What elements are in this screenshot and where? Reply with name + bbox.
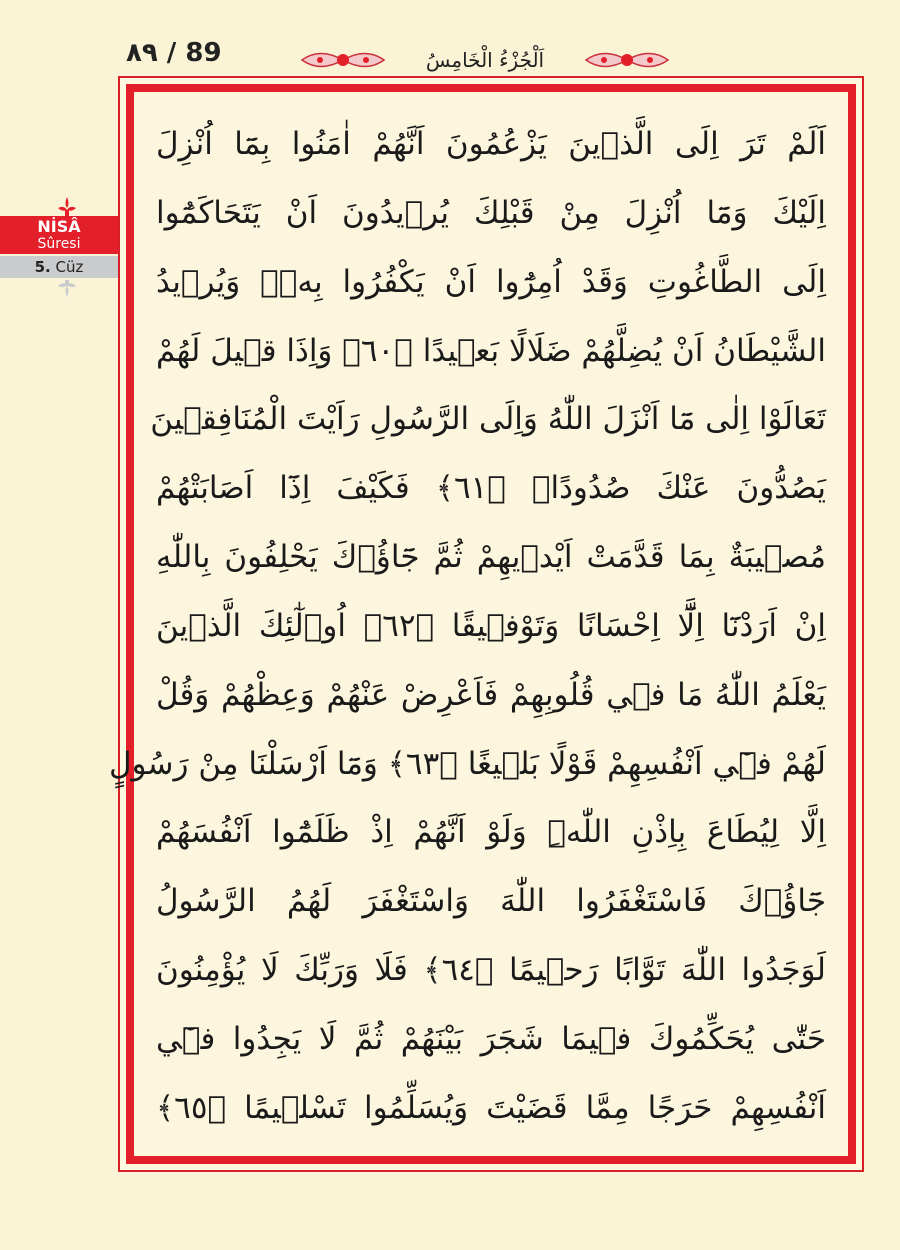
text-line: اِلَى الطَّاغُوتِ وَقَدْ اُمِرُٓوا اَنْ يَكْفُرُوا بِه۪ۜ وَيُر۪يدُ	[156, 263, 826, 300]
surah-name-badge	[0, 216, 118, 254]
text-line: لَوَجَدُوا اللّٰهَ تَوَّابًا رَح۪يمًا ﴿٦٤﴾ فَلَا وَرَبِّكَ لَا يُؤْمِنُونَ	[156, 952, 826, 989]
fleur-ornament-bottom-icon	[57, 280, 77, 298]
text-line: يَعْلَمُ اللّٰهُ مَا ف۪ي قُلُوبِهِمْ فَاَعْرِضْ عَنْهُمْ وَعِظْهُمْ وَقُلْ	[156, 676, 826, 713]
surah-name: NİSÂ	[37, 217, 81, 236]
juz-header	[300, 40, 670, 80]
text-line: حَتّٰى يُحَكِّمُوكَ ف۪يمَا شَجَرَ بَيْنَهُمْ ثُمَّ لَا يَجِدُوا ف۪ٓي	[156, 1020, 826, 1057]
text-line: اِنْ اَرَدْنَٓا اِلَّٓا اِحْسَانًا وَتَوْف۪يقًا ﴿٦٢﴾ اُو۬لٰٓئِكَ الَّذ۪ينَ	[156, 607, 826, 644]
cuz-badge	[0, 256, 118, 278]
text-line: تَعَالَوْا اِلٰى مَٓا اَنْزَلَ اللّٰهُ وَاِلَى الرَّسُولِ رَاَيْتَ الْمُنَافِق۪ينَ	[150, 401, 826, 438]
text-line: الشَّيْطَانُ اَنْ يُضِلَّهُمْ ضَلَالًا بَع۪يدًا ﴿٦٠﴾ وَاِذَا ق۪يلَ لَهُمْ	[156, 332, 826, 369]
text-line: اِلَيْكَ وَمَٓا اُنْزِلَ مِنْ قَبْلِكَ يُر۪يدُونَ اَنْ يَتَحَاكَمُٓوا	[156, 194, 826, 231]
text-line: لَهُمْ ف۪ٓي اَنْفُسِهِمْ قَوْلًا بَل۪يغًا ﴿٦٣﴾ وَمَٓا اَرْسَلْنَا مِنْ رَسُولٍ	[109, 745, 826, 782]
ornament-left-icon	[300, 45, 386, 75]
ornament-right-icon	[584, 45, 670, 75]
juz-title: اَلْجُزْءُ الْخَامِسُ	[425, 48, 545, 72]
cuz-number: 5.	[34, 258, 51, 276]
page-frame	[109, 76, 864, 1172]
text-line: يَصُدُّونَ عَنْكَ صُدُودًاۚ ﴿٦١﴾ فَكَيْفَ اِذَٓا اَصَابَتْهُمْ	[156, 470, 826, 507]
surah-label: Sûresi	[37, 236, 81, 252]
text-line: اِلَّا لِيُطَاعَ بِاِذْنِ اللّٰهِۜ وَلَوْ اَنَّهُمْ اِذْ ظَلَمُٓوا اَنْفُسَهُمْ	[156, 814, 826, 851]
page-frame-inner	[109, 84, 856, 1164]
text-line: اَلَمْ تَرَ اِلَى الَّذ۪ينَ يَزْعُمُونَ اَنَّهُمْ اٰمَنُوا بِمَٓا اُنْزِلَ	[156, 126, 826, 162]
text-line: مُص۪يبَةٌ بِمَا قَدَّمَتْ اَيْد۪يهِمْ ثُمَّ جَٓاؤُ۫كَ يَحْلِفُونَ بِاللّٰهِ	[156, 539, 826, 576]
fleur-ornament-icon	[57, 196, 77, 218]
page-number: ٨٩ / 89	[126, 38, 222, 68]
cuz-label: Cüz	[55, 258, 84, 276]
text-line: جَٓاؤُ۫كَ فَاسْتَغْفَرُوا اللّٰهَ وَاسْتَغْفَرَ لَهُمُ الرَّسُولُ	[156, 883, 826, 920]
verse-text-block	[109, 114, 826, 1138]
text-line: اَنْفُسِهِمْ حَرَجًا مِمَّا قَضَيْتَ وَيُسَلِّمُوا تَسْل۪يمًا ﴿٦٥﴾	[156, 1089, 826, 1126]
